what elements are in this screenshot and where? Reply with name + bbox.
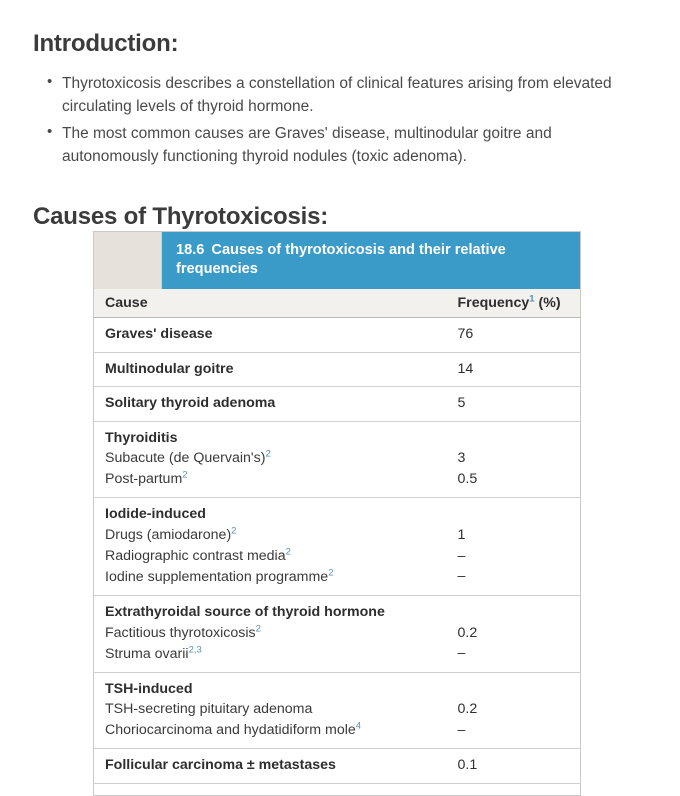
column-header-frequency-unit: (%) xyxy=(538,294,561,311)
footnote-marker: 2 xyxy=(285,546,291,558)
introduction-bullet-list xyxy=(33,72,640,169)
row-frequency xyxy=(456,749,581,784)
footnote-marker: 2,3 xyxy=(188,643,202,655)
list-item: • Thyrotoxicosis describes a constellation of clinical features arising from elevated circulating levels of thyroid hormone. xyxy=(62,72,640,119)
row-frequency xyxy=(456,498,581,596)
frequency-value: 5 xyxy=(457,395,466,412)
box-title-text: Causes of thyrotoxicosis and their relative frequencies xyxy=(176,242,506,277)
frequency-table-body xyxy=(94,289,581,795)
frequency-table xyxy=(93,289,581,796)
table-row xyxy=(94,421,581,498)
cause-heading: TSH-induced xyxy=(105,680,193,697)
row-cause xyxy=(94,749,456,784)
frequency-value: – xyxy=(457,547,466,564)
frequency-value: 1 xyxy=(457,526,466,543)
table-row xyxy=(94,317,581,352)
frequency-value: 0.2 xyxy=(457,701,478,718)
footnote-marker: 2 xyxy=(231,525,237,537)
footnote-marker: 2 xyxy=(255,622,261,634)
causes-table-box xyxy=(93,231,581,796)
footnote-marker: 2 xyxy=(265,448,271,460)
row-frequency xyxy=(456,387,581,422)
row-cause xyxy=(94,421,456,498)
cause-subitem: Choriocarcinoma and hydatidiform mole$^4$ xyxy=(105,720,362,739)
cause-heading: Multinodular goitre xyxy=(105,360,234,377)
row-cause xyxy=(94,352,456,387)
row-frequency xyxy=(456,672,581,749)
box-title xyxy=(162,232,580,289)
row-frequency xyxy=(456,595,581,672)
frequency-value: – xyxy=(457,568,466,585)
cause-heading: Thyroiditis xyxy=(105,429,178,446)
row-cause xyxy=(94,672,456,749)
frequency-value: 0.5 xyxy=(457,470,478,487)
frequency-value: 0.2 xyxy=(457,624,478,641)
row-cause xyxy=(94,498,456,596)
cause-heading: Iodide-induced xyxy=(105,506,206,523)
frequency-value: 76 xyxy=(457,325,474,342)
row-frequency xyxy=(456,317,581,352)
cause-subitem: TSH-secreting pituitary adenoma xyxy=(105,701,313,718)
cause-subitem: Factitious thyrotoxicosis$^2$ xyxy=(105,622,261,641)
box-number: 18.6 xyxy=(176,242,205,258)
cause-subitem: Iodine supplementation programme$^2$ xyxy=(105,567,334,585)
introduction-heading: Introduction: xyxy=(33,30,179,57)
frequency-value: – xyxy=(457,721,466,738)
cause-subitem: Subacute (de Quervain's)$^2$ xyxy=(105,448,271,467)
info-icon-cell xyxy=(94,232,162,289)
frequency-value: 0.1 xyxy=(457,757,478,774)
table-tail-row xyxy=(94,783,581,795)
table-row xyxy=(94,749,581,784)
box-header-banner xyxy=(93,231,581,289)
table-row xyxy=(94,387,581,422)
row-cause xyxy=(94,317,456,352)
cause-heading: Extrathyroidal source of thyroid hormone xyxy=(105,603,385,620)
row-cause xyxy=(94,595,456,672)
row-cause xyxy=(94,387,456,422)
table-tail-cell xyxy=(456,783,581,795)
column-header-frequency xyxy=(456,289,581,318)
footnote-marker: 1 xyxy=(529,293,535,305)
footnote-marker: 2 xyxy=(182,469,188,481)
frequency-value: 3 xyxy=(457,450,466,467)
cause-subitem: Radiographic contrast media$^2$ xyxy=(105,546,291,564)
table-header-row xyxy=(94,289,581,318)
footnote-marker: 2 xyxy=(328,567,334,579)
cause-heading: Solitary thyroid adenoma xyxy=(105,395,276,412)
table-row xyxy=(94,595,581,672)
table-row xyxy=(94,498,581,596)
table-row xyxy=(94,672,581,749)
table-tail-cell xyxy=(94,783,456,795)
row-frequency xyxy=(456,352,581,387)
cause-heading: Graves' disease xyxy=(105,325,213,342)
cause-subitem: Post-partum$^2$ xyxy=(105,469,188,488)
column-header-cause: Cause xyxy=(94,289,456,318)
article-body xyxy=(0,0,680,230)
list-item: • The most common causes are Graves' disease, multinodular goitre and autonomously functioning thyroid nodules (toxic adenoma). xyxy=(62,122,640,169)
table-row xyxy=(94,352,581,387)
row-frequency xyxy=(456,421,581,498)
cause-subitem: Drugs (amiodarone)$^2$ xyxy=(105,525,237,543)
causes-heading: Causes of Thyrotoxicosis: xyxy=(33,202,329,230)
column-header-frequency-label: Frequency xyxy=(457,294,530,311)
cause-heading: Follicular carcinoma ± metastases xyxy=(105,757,336,774)
cause-subitem: Struma ovarii$^{2,3}$ xyxy=(105,643,202,662)
footnote-marker: 4 xyxy=(355,720,362,732)
frequency-value: 14 xyxy=(457,360,474,377)
frequency-value: – xyxy=(457,645,466,662)
